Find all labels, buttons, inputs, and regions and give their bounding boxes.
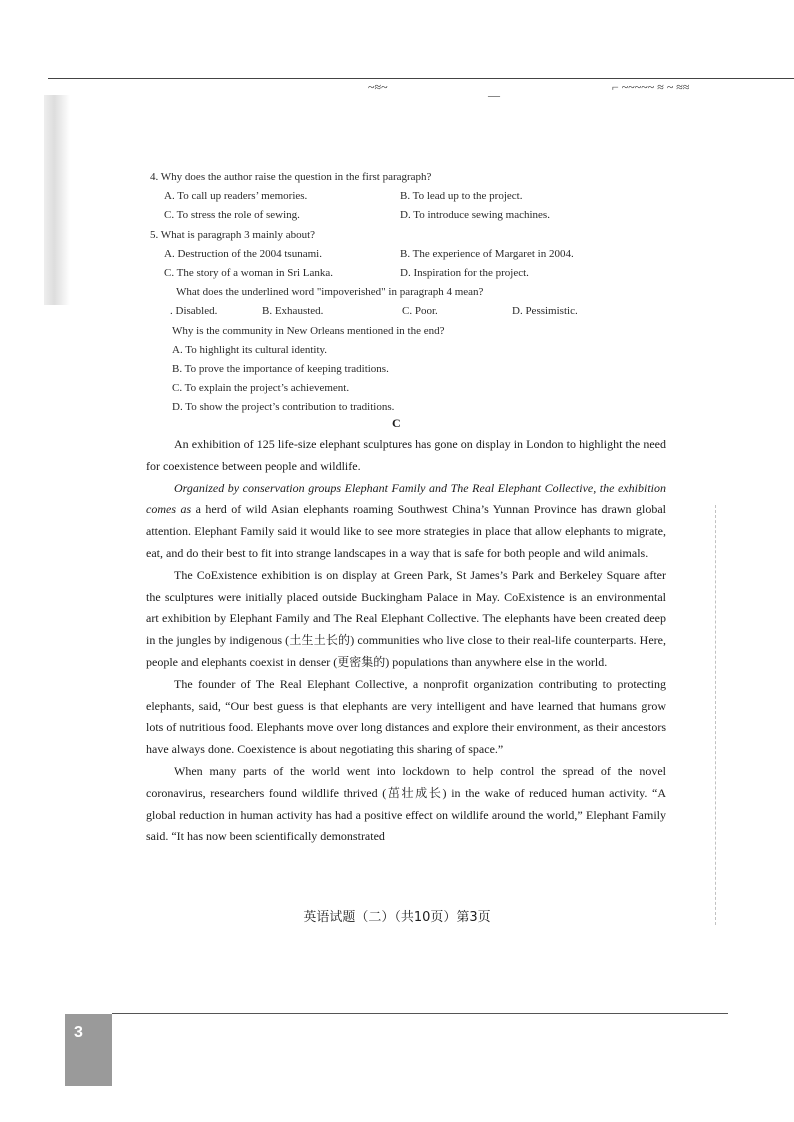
scan-mark: ⌐ ~~~~~ ≈ ~ ≈≈ <box>612 80 690 94</box>
question-stem: 4. Why does the author raise the question in the first paragraph? <box>150 171 432 183</box>
option: A. To highlight its cultural identity. <box>172 343 328 356</box>
paragraph: An exhibition of 125 life-size elephant sculptures has gone on display in London to highlight the need for coexistence between people and wildlife. <box>146 437 666 473</box>
paragraph-italic-lead: Organized by conservation groups Elephant Family and The Real Elephant Collective, the exhibition comes as <box>146 480 666 517</box>
option: B. To prove the importance of keeping traditions. <box>172 363 389 376</box>
option: B. The experience of Margaret in 2004. <box>400 247 574 260</box>
paragraph <box>146 478 666 565</box>
paragraph: The founder of The Real Elephant Collective, a nonprofit organization contributing to protecting elephants, said, “Our best guess is that elephants are very intelligent and have learned that humans grow lots of nutritious food. Elephants move over long distances and explore their environment, as their ancestors have always done. Coexistence is about negotiating this sharing of space.” <box>146 676 666 757</box>
option-row <box>150 206 710 225</box>
question-stem: What does the underlined word "impoverished" in paragraph 4 mean? <box>176 286 484 299</box>
paragraph: When many parts of the world went into lockdown to help control the spread of the novel coronavirus, researchers found wildlife thrived (茁壮成长) in the wake of reduced human activity. “A global reduction in human activity has had a positive effect on wildlife around the world,” Elephant Family said. “It has now been scientifically demonstrated <box>146 763 666 844</box>
page-number-badge <box>65 1014 112 1086</box>
option-row <box>150 245 710 264</box>
option-row <box>150 302 710 321</box>
option: C. Poor. <box>402 305 438 318</box>
scan-noise-left <box>44 95 70 305</box>
scan-mark: ~≈~ <box>368 80 388 94</box>
question-stem: 5. What is paragraph 3 mainly about? <box>150 228 316 241</box>
option: C. To stress the role of sewing. <box>164 209 300 222</box>
paragraph: The CoExistence exhibition is on display at Green Park, St James’s Park and Berkeley Square after the sculptures were initially placed outside Buckingham Palace in May. CoExistence is an environmental art exhibition by Elephant Family and The Real Elephant Collective. The elephants have been created deep in the jungles by indigenous (土生土长的) communities who live close to their real-life counterparts. Here, people and elephants coexist in denser (更密集的) populations than anywhere else in the world. <box>146 567 666 669</box>
option: B. To lead up to the project. <box>400 190 523 203</box>
paragraph-text: a herd of wild Asian elephants roaming Southwest China’s Yunnan Province has drawn global attention. Elephant Family said it would like to see more strategies in place that allow elephants to migrate, eat, and do their best to fit into strange landscapes in a way that is safe for both people and wild animals. <box>146 502 666 560</box>
reading-passage <box>146 434 666 848</box>
top-rule <box>48 78 794 79</box>
option: D. To show the project’s contribution to traditions. <box>172 401 395 414</box>
option: D. To introduce sewing machines. <box>400 209 550 222</box>
option: C. The story of a woman in Sri Lanka. <box>164 267 334 280</box>
page-footer: 英语试题（二）（共10页）第3页 <box>303 910 491 925</box>
section-heading: C <box>392 416 401 430</box>
option: C. To explain the project’s achievement. <box>172 382 350 395</box>
option: B. Exhausted. <box>262 305 324 318</box>
option-row <box>150 187 710 206</box>
question-list <box>150 168 710 418</box>
bottom-rule <box>112 1013 728 1014</box>
scan-mark: — <box>488 88 500 102</box>
option: A. Destruction of the 2004 tsunami. <box>164 247 322 260</box>
option: D. Pessimistic. <box>512 305 578 318</box>
option-row <box>150 264 710 283</box>
page-number: 3 <box>74 1024 83 1041</box>
scan-noise-right <box>715 505 724 925</box>
option: . Disabled. <box>170 305 218 318</box>
question-stem: Why is the community in New Orleans mentioned in the end? <box>172 324 445 337</box>
option: D. Inspiration for the project. <box>400 267 529 280</box>
option: A. To call up readers’ memories. <box>164 190 308 203</box>
